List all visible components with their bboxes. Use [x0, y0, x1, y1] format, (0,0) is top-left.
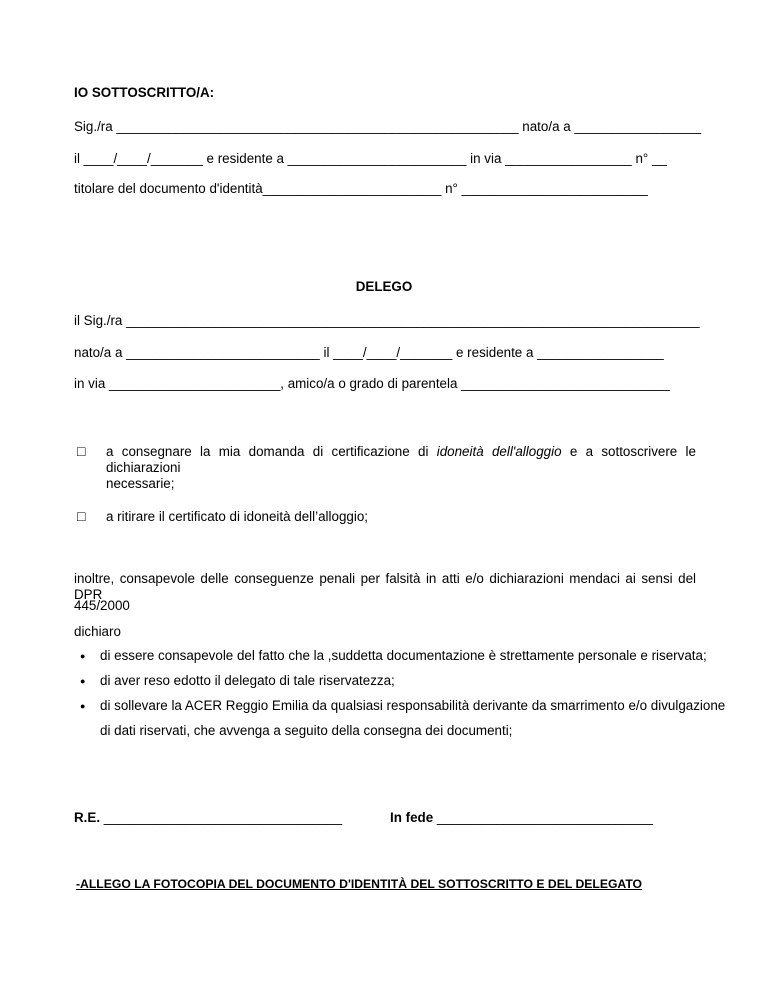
signature-fede-label: In fede	[390, 810, 434, 825]
declaration-dichiaro: dichiaro	[74, 624, 121, 639]
declaration-bullet-3-line2: di dati riservati, che avvenga a seguito della consegna dei documenti;	[100, 723, 513, 738]
option-consegnare-line2: necessarie;	[106, 476, 175, 491]
form-line-delegato-via: in via _______________________, amico/a o grado di parentela ____________________________	[74, 376, 670, 391]
option-consegnare-italic: idoneità dell'alloggio	[436, 444, 562, 459]
signature-fede	[390, 810, 653, 826]
signature-re-blank: ________________________________	[100, 810, 343, 825]
signature-re	[74, 810, 342, 826]
declaration-bullet-1: di essere consapevole del fatto che la ,suddetta documentazione è strettamente personale e riservata;	[100, 648, 707, 663]
section-title-delego: DELEGO	[355, 279, 413, 294]
section-title-sottoscritto: IO SOTTOSCRITTO/A:	[74, 85, 215, 100]
declaration-bullet-3: di sollevare la ACER Reggio Emilia da qualsiasi responsabilità derivante da smarrimento e/o divulgazione	[100, 698, 726, 713]
option-consegnare-text: a consegnare la mia domanda di certificazione di	[106, 444, 437, 459]
declaration-intro-line1: inoltre, consapevole delle conseguenze penali per falsità in atti e/o dichiarazioni mendaci ai sensi del DPR	[74, 571, 696, 602]
declaration-intro-line2: 445/2000	[74, 598, 130, 613]
form-line-data-residenza: il ____/____/_______ e residente a ________________________ in via _________________ n° __	[74, 151, 667, 166]
bullet-icon: ●	[80, 676, 86, 686]
option-consegnare-text-end: e a sottoscrivere le dichiarazioni	[106, 444, 696, 475]
form-line-delegato-nascita: nato/a a __________________________ il ____/____/_______ e residente a _________________	[74, 345, 664, 360]
form-line-sig-nato: Sig./ra ______________________________________________________ nato/a a _________________	[74, 119, 702, 134]
bullet-icon: ●	[80, 651, 86, 661]
form-line-delegato-nome: il Sig./ra _____________________________________________________________________________	[74, 313, 700, 328]
signature-fede-blank: _____________________________	[433, 810, 653, 825]
bullet-icon: ●	[80, 701, 86, 711]
option-ritirare: a ritirare il certificato di idoneità dell’alloggio;	[106, 509, 368, 524]
declaration-bullet-2: di aver reso edotto il delegato di tale riservatezza;	[100, 673, 395, 688]
checkbox-ritirare[interactable]: □	[77, 508, 86, 524]
signature-re-label: R.E.	[74, 810, 101, 825]
checkbox-consegnare[interactable]: □	[77, 443, 86, 459]
form-line-documento: titolare del documento d'identità________________________ n° _________________________	[74, 181, 648, 196]
option-consegnare-line1	[106, 444, 696, 476]
allego-note: -ALLEGO LA FOTOCOPIA DEL DOCUMENTO D'IDENTITÀ DEL SOTTOSCRITTO E DEL DELEGATO	[76, 877, 643, 891]
